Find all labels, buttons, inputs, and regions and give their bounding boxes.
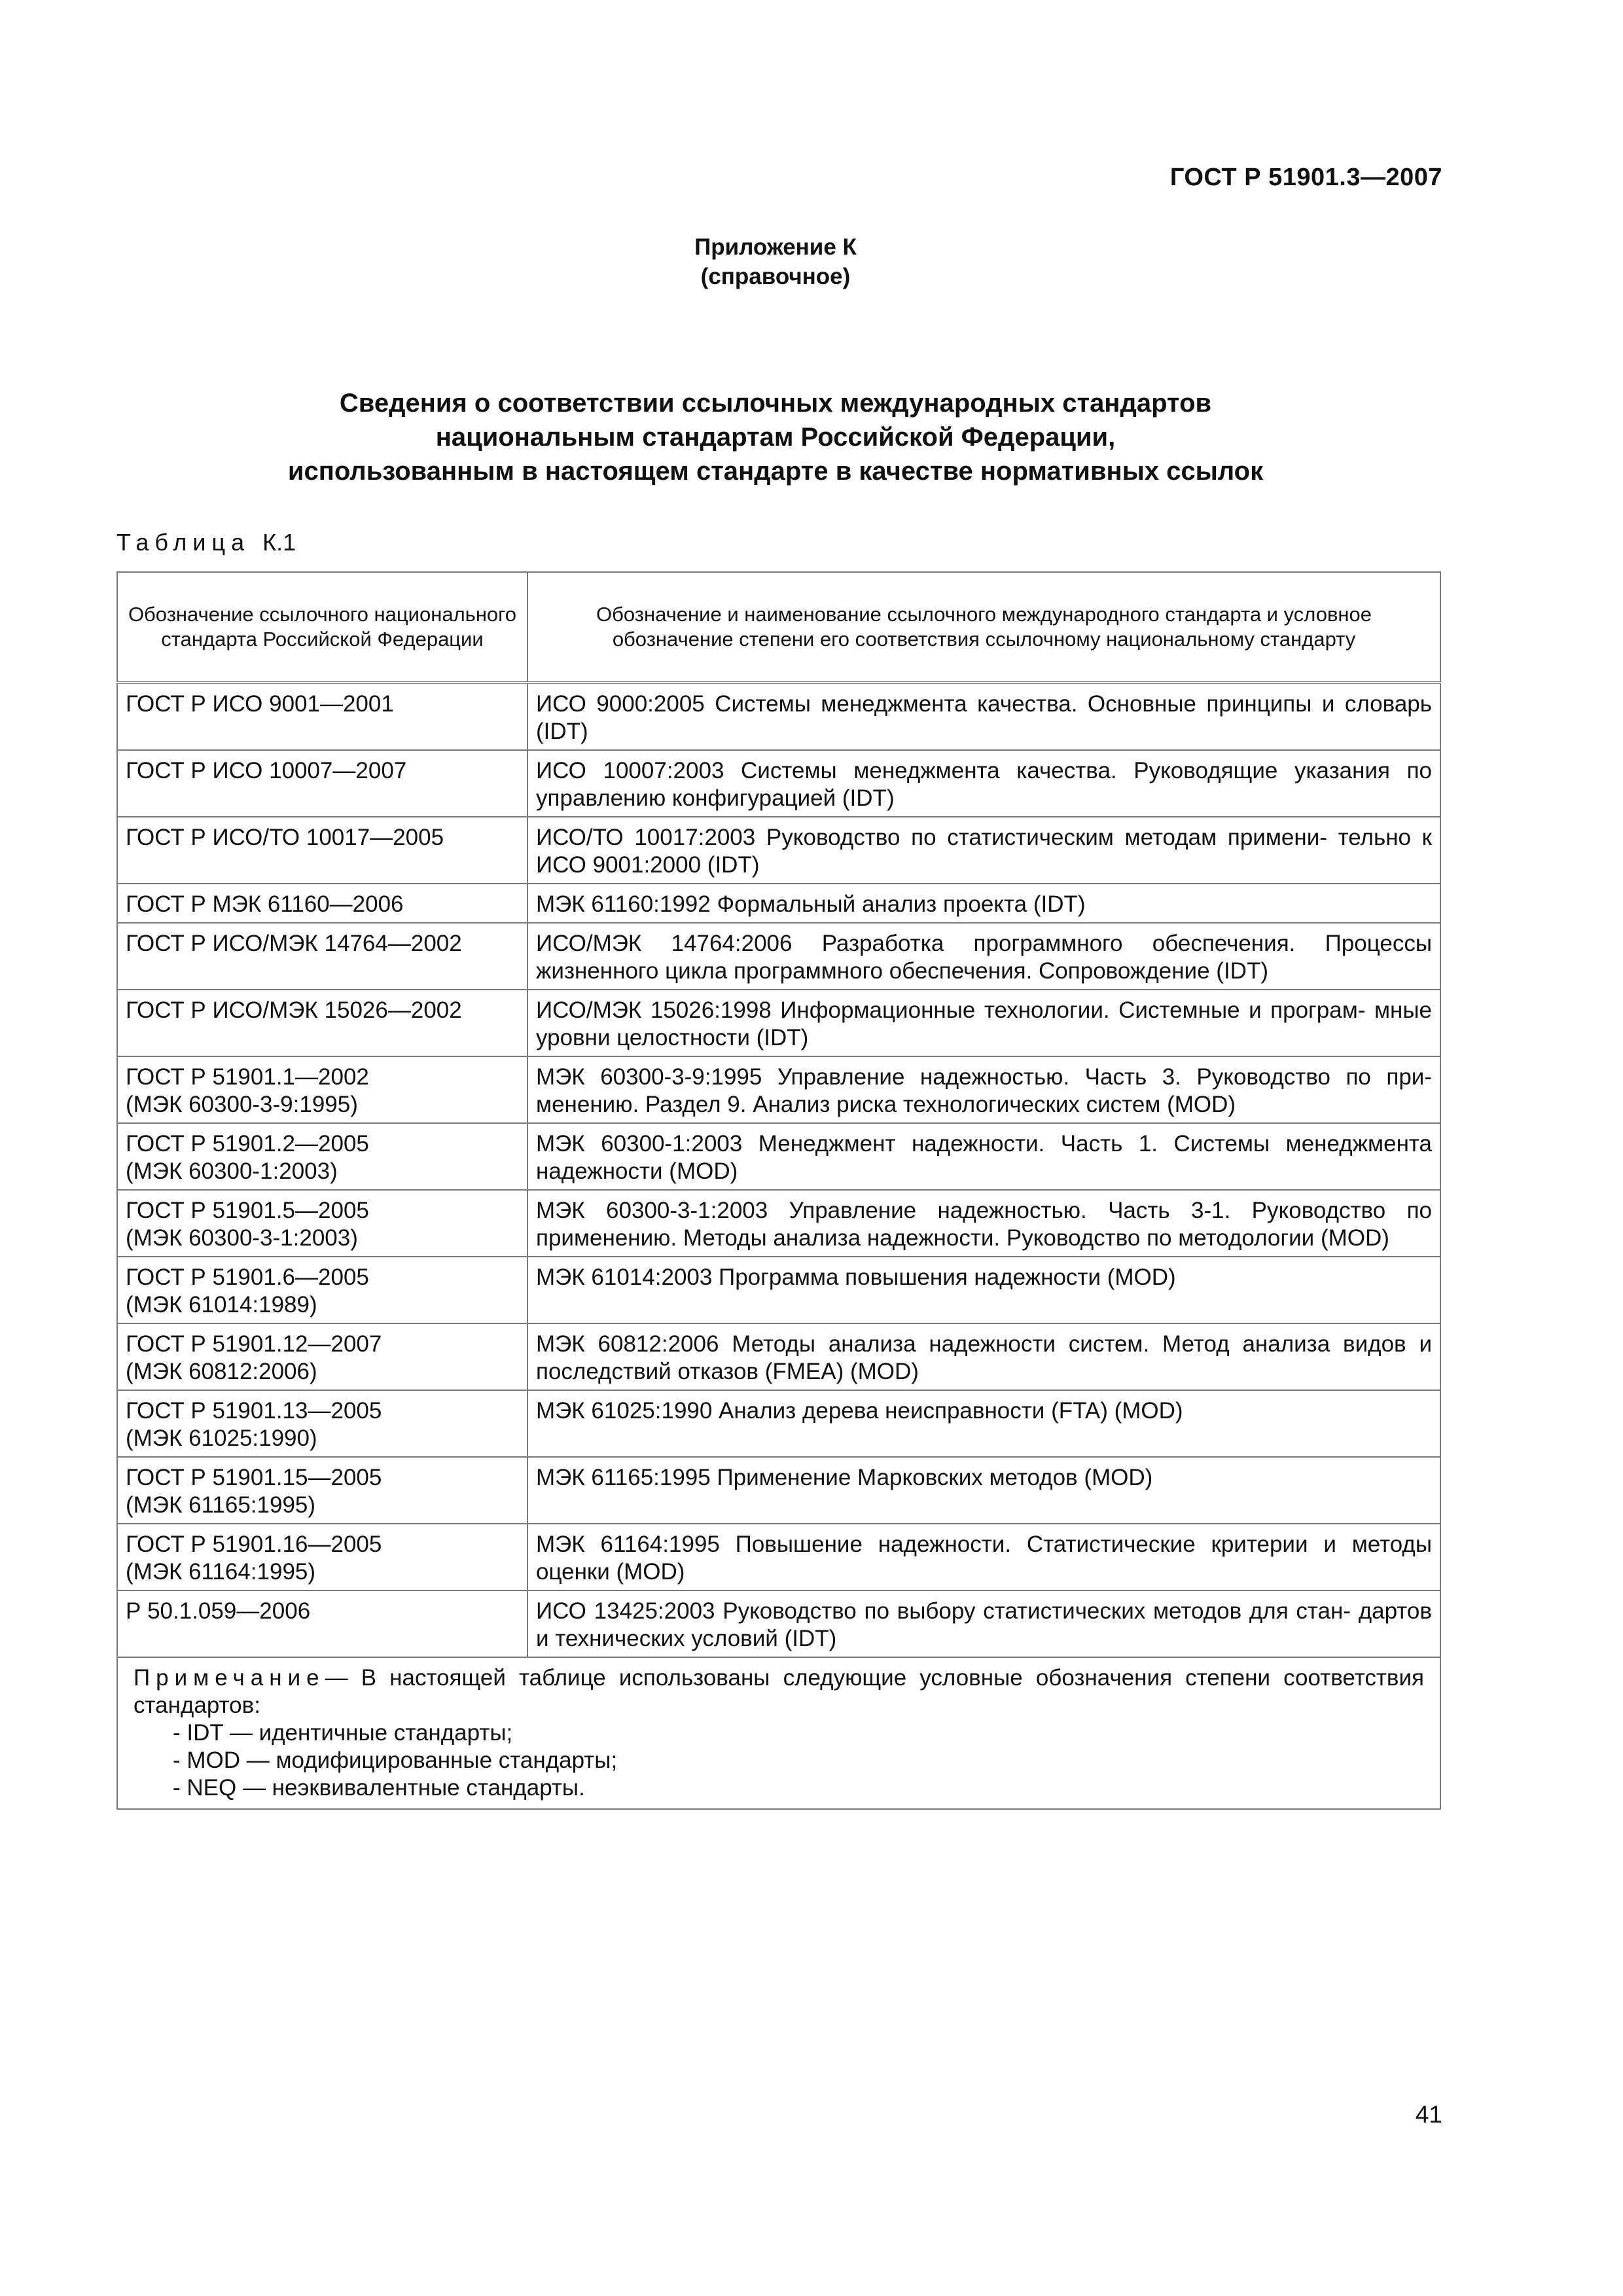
table-caption-word: Таблица	[116, 529, 251, 556]
national-standard-cell: ГОСТ Р 51901.6—2005 (МЭК 61014:1989)	[117, 1257, 527, 1323]
table-caption	[116, 529, 296, 556]
international-standard-cell: МЭК 60300-3-9:1995 Управление надежностью. Часть 3. Руководство по при- менению. Раздел 9. Анализ риска технологических систем (MOD)	[527, 1056, 1440, 1123]
reference-table	[116, 571, 1441, 1810]
column-header-national: Обозначение ссылочного национального стандарта Российской Федерации	[117, 572, 527, 683]
national-standard-cell: ГОСТ Р ИСО 10007—2007	[117, 750, 527, 817]
table-row	[117, 1123, 1440, 1190]
national-standard-cell: ГОСТ Р ИСО/ТО 10017—2005	[117, 817, 527, 884]
national-standard-cell: ГОСТ Р 51901.1—2002 (МЭК 60300-3-9:1995)	[117, 1056, 527, 1123]
column-header-international: Обозначение и наименование ссылочного международного стандарта и условное обозначение степени его соответствия ссылочному национальному стандарту	[527, 572, 1440, 683]
title-line-1: Сведения о соответствии ссылочных международных стандартов	[339, 389, 1212, 418]
table-body	[117, 683, 1440, 1657]
national-standard-cell: ГОСТ Р 51901.2—2005 (МЭК 60300-1:2003)	[117, 1123, 527, 1190]
national-standard-cell: ГОСТ Р ИСО/МЭК 15026—2002	[117, 990, 527, 1056]
note-item: - IDT — идентичные стандарты;	[173, 1720, 513, 1746]
international-standard-cell: МЭК 61025:1990 Анализ дерева неисправности (FTA) (MOD)	[527, 1390, 1440, 1457]
national-standard-cell: ГОСТ Р 51901.15—2005 (МЭК 61165:1995)	[117, 1457, 527, 1524]
international-standard-cell: МЭК 60300-1:2003 Менеджмент надежности. Часть 1. Системы менеджмента надежности (MOD)	[527, 1123, 1440, 1190]
note-text: — В настоящей таблице использованы следующие условные обозначения степени соответствия стандартов:	[134, 1665, 1424, 1718]
table-caption-number: К.1	[262, 529, 296, 556]
table-row	[117, 990, 1440, 1056]
table-row	[117, 750, 1440, 817]
table-note	[117, 1657, 1440, 1809]
table-row	[117, 1323, 1440, 1390]
international-standard-cell: ИСО/МЭК 15026:1998 Информационные технологии. Системные и програм- мные уровни целостности (IDT)	[527, 990, 1440, 1056]
international-standard-cell: ИСО 10007:2003 Системы менеджмента качества. Руководящие указания по управлению конфигурацией (IDT)	[527, 750, 1440, 817]
appendix-heading	[0, 232, 1551, 291]
table-row	[117, 1524, 1440, 1590]
national-standard-cell: ГОСТ Р 51901.13—2005 (МЭК 61025:1990)	[117, 1390, 527, 1457]
table-row	[117, 1390, 1440, 1457]
international-standard-cell: ИСО/МЭК 14764:2006 Разработка программного обеспечения. Процессы жизненного цикла программного обеспечения. Сопровождение (IDT)	[527, 923, 1440, 990]
note-item: - NEQ — неэквивалентные стандарты.	[173, 1775, 585, 1801]
national-standard-cell: ГОСТ Р ИСО/МЭК 14764—2002	[117, 923, 527, 990]
title-line-3: использованным в настоящем стандарте в качестве нормативных ссылок	[287, 457, 1264, 486]
international-standard-cell: МЭК 60812:2006 Методы анализа надежности систем. Метод анализа видов и последствий отказов (FMEA) (MOD)	[527, 1323, 1440, 1390]
appendix-label: Приложение К	[694, 234, 857, 260]
international-standard-cell: МЭК 61164:1995 Повышение надежности. Статистические критерии и методы оценки (MOD)	[527, 1524, 1440, 1590]
table-row	[117, 683, 1440, 750]
international-standard-cell: ИСО 13425:2003 Руководство по выбору статистических методов для стан- дартов и технических условий (IDT)	[527, 1590, 1440, 1657]
international-standard-cell: МЭК 61160:1992 Формальный анализ проекта (IDT)	[527, 884, 1440, 923]
international-standard-cell: ИСО/ТО 10017:2003 Руководство по статистическим методам примени- тельно к ИСО 9001:2000 (IDT)	[527, 817, 1440, 884]
international-standard-cell: МЭК 61014:2003 Программа повышения надежности (MOD)	[527, 1257, 1440, 1323]
document-code: ГОСТ Р 51901.3—2007	[1169, 164, 1442, 191]
table-row	[117, 1590, 1440, 1657]
national-standard-cell: ГОСТ Р МЭК 61160—2006	[117, 884, 527, 923]
national-standard-cell: ГОСТ Р ИСО 9001—2001	[117, 683, 527, 750]
national-standard-cell: ГОСТ Р 51901.5—2005 (МЭК 60300-3-1:2003)	[117, 1190, 527, 1257]
international-standard-cell: МЭК 60300-3-1:2003 Управление надежностью. Часть 3-1. Руководство по применению. Методы анализа надежности. Руководство по методологии (MOD)	[527, 1190, 1440, 1257]
appendix-type: (справочное)	[700, 264, 851, 289]
table-header-row	[117, 572, 1440, 683]
table-row	[117, 1190, 1440, 1257]
table-note-row	[117, 1657, 1440, 1809]
table-row	[117, 1257, 1440, 1323]
national-standard-cell: ГОСТ Р 51901.12—2007 (МЭК 60812:2006)	[117, 1323, 527, 1390]
table-row	[117, 1457, 1440, 1524]
international-standard-cell: ИСО 9000:2005 Системы менеджмента качества. Основные принципы и словарь (IDT)	[527, 683, 1440, 750]
international-standard-cell: МЭК 61165:1995 Применение Марковских методов (MOD)	[527, 1457, 1440, 1524]
note-list	[134, 1719, 1424, 1802]
table-row	[117, 817, 1440, 884]
national-standard-cell: ГОСТ Р 51901.16—2005 (МЭК 61164:1995)	[117, 1524, 527, 1590]
national-standard-cell: Р 50.1.059—2006	[117, 1590, 527, 1657]
table-row	[117, 1056, 1440, 1123]
title-line-2: национальным стандартам Российской Федерации,	[435, 423, 1116, 452]
table-row	[117, 884, 1440, 923]
table-row	[117, 923, 1440, 990]
note-item: - MOD — модифицированные стандарты;	[173, 1748, 618, 1773]
page-number: 41	[1415, 2101, 1442, 2128]
page-title	[0, 386, 1551, 488]
note-label: Примечание	[134, 1665, 325, 1691]
